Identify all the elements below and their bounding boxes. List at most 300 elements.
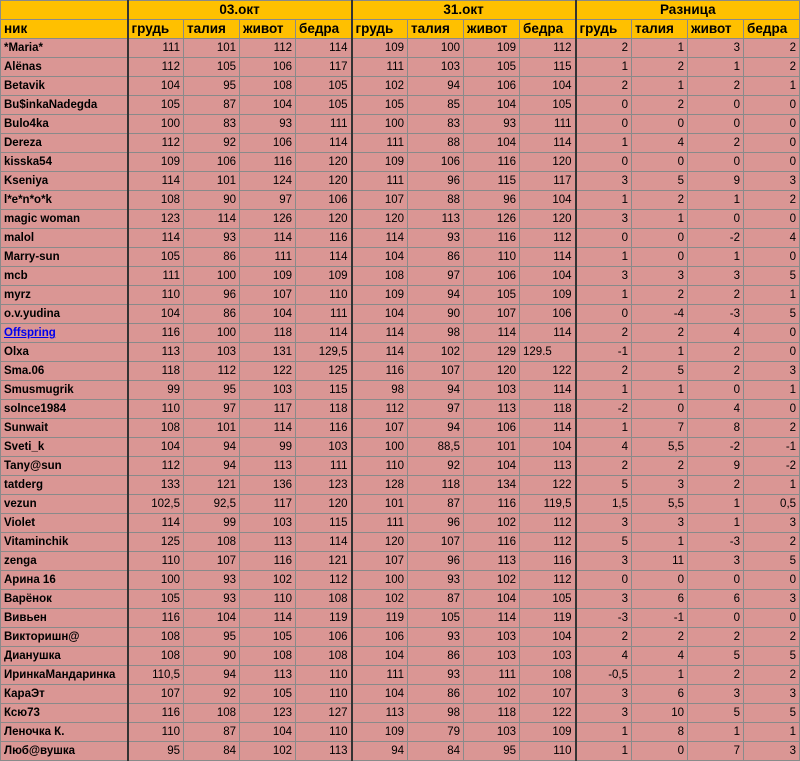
cell-oct31-belly[interactable]: 106 (464, 419, 520, 438)
cell-oct31-chest[interactable]: 114 (352, 229, 408, 248)
cell-oct03-hips[interactable]: 120 (296, 210, 352, 229)
cell-diff-chest[interactable]: 1,5 (576, 495, 632, 514)
cell-oct31-hips[interactable]: 119 (520, 609, 576, 628)
cell-oct03-waist[interactable]: 93 (184, 229, 240, 248)
cell-oct03-hips[interactable]: 115 (296, 514, 352, 533)
cell-oct31-hips[interactable]: 120 (520, 153, 576, 172)
cell-oct31-waist[interactable]: 84 (408, 742, 464, 761)
cell-oct03-chest[interactable]: 116 (128, 324, 184, 343)
cell-oct31-waist[interactable]: 105 (408, 609, 464, 628)
cell-oct31-chest[interactable]: 109 (352, 286, 408, 305)
cell-oct03-waist[interactable]: 95 (184, 77, 240, 96)
cell-diff-belly[interactable]: -3 (688, 533, 744, 552)
cell-oct03-hips[interactable]: 123 (296, 476, 352, 495)
cell-oct03-chest[interactable]: 110,5 (128, 666, 184, 685)
cell-diff-hips[interactable]: 1 (744, 381, 800, 400)
cell-nick[interactable]: Леночка К. (1, 723, 128, 742)
cell-nick[interactable]: solnce1984 (1, 400, 128, 419)
cell-oct31-hips[interactable]: 122 (520, 704, 576, 723)
cell-oct03-hips[interactable]: 110 (296, 723, 352, 742)
cell-diff-waist[interactable]: 3 (632, 267, 688, 286)
cell-oct03-waist[interactable]: 114 (184, 210, 240, 229)
cell-diff-waist[interactable]: 3 (632, 514, 688, 533)
cell-oct03-waist[interactable]: 95 (184, 381, 240, 400)
cell-oct31-hips[interactable]: 115 (520, 58, 576, 77)
cell-oct31-chest[interactable]: 102 (352, 77, 408, 96)
cell-oct03-waist[interactable]: 108 (184, 704, 240, 723)
cell-oct31-hips[interactable]: 105 (520, 96, 576, 115)
column-header-diff-hips[interactable]: бедра (744, 20, 800, 39)
cell-oct03-chest[interactable]: 105 (128, 590, 184, 609)
cell-oct31-chest[interactable]: 114 (352, 324, 408, 343)
cell-nick[interactable]: magic woman (1, 210, 128, 229)
cell-oct03-hips[interactable]: 114 (296, 248, 352, 267)
cell-oct03-hips[interactable]: 113 (296, 742, 352, 761)
cell-nick[interactable]: vezun (1, 495, 128, 514)
cell-oct31-belly[interactable]: 116 (464, 495, 520, 514)
cell-diff-belly[interactable]: 6 (688, 590, 744, 609)
cell-diff-waist[interactable]: 5,5 (632, 495, 688, 514)
cell-oct03-waist[interactable]: 103 (184, 343, 240, 362)
cell-oct03-chest[interactable]: 105 (128, 96, 184, 115)
cell-oct31-chest[interactable]: 109 (352, 153, 408, 172)
cell-diff-waist[interactable]: 1 (632, 77, 688, 96)
cell-diff-waist[interactable]: 5,5 (632, 438, 688, 457)
cell-oct31-chest[interactable]: 100 (352, 115, 408, 134)
cell-oct03-chest[interactable]: 116 (128, 704, 184, 723)
cell-nick[interactable]: myrz (1, 286, 128, 305)
cell-oct03-waist[interactable]: 84 (184, 742, 240, 761)
cell-oct03-hips[interactable]: 120 (296, 172, 352, 191)
cell-oct31-belly[interactable]: 113 (464, 552, 520, 571)
cell-oct31-waist[interactable]: 92 (408, 457, 464, 476)
cell-diff-belly[interactable]: 4 (688, 324, 744, 343)
cell-oct03-waist[interactable]: 86 (184, 248, 240, 267)
cell-oct31-hips[interactable]: 105 (520, 590, 576, 609)
cell-oct03-hips[interactable]: 110 (296, 666, 352, 685)
cell-oct03-chest[interactable]: 110 (128, 723, 184, 742)
cell-oct31-chest[interactable]: 111 (352, 58, 408, 77)
cell-diff-hips[interactable]: 0 (744, 96, 800, 115)
cell-oct03-belly[interactable]: 105 (240, 628, 296, 647)
cell-oct03-chest[interactable]: 100 (128, 115, 184, 134)
cell-diff-waist[interactable]: 1 (632, 666, 688, 685)
cell-oct31-hips[interactable]: 109 (520, 723, 576, 742)
cell-oct03-hips[interactable]: 114 (296, 134, 352, 153)
cell-diff-hips[interactable]: 1 (744, 476, 800, 495)
cell-oct03-waist[interactable]: 97 (184, 400, 240, 419)
cell-oct31-hips[interactable]: 112 (520, 533, 576, 552)
column-header-oct31-belly[interactable]: живот (464, 20, 520, 39)
cell-oct03-belly[interactable]: 104 (240, 305, 296, 324)
cell-oct03-chest[interactable]: 107 (128, 685, 184, 704)
cell-diff-chest[interactable]: 2 (576, 77, 632, 96)
cell-diff-chest[interactable]: 2 (576, 39, 632, 58)
cell-oct31-belly[interactable]: 104 (464, 457, 520, 476)
cell-nick[interactable]: Bu$inkaNadegda (1, 96, 128, 115)
cell-nick[interactable]: l*e*n*o*k (1, 191, 128, 210)
cell-oct31-chest[interactable]: 106 (352, 628, 408, 647)
cell-oct03-hips[interactable]: 114 (296, 324, 352, 343)
cell-diff-hips[interactable]: 0 (744, 115, 800, 134)
cell-diff-belly[interactable]: 0 (688, 381, 744, 400)
cell-oct03-waist[interactable]: 96 (184, 286, 240, 305)
cell-oct03-waist[interactable]: 94 (184, 457, 240, 476)
cell-oct31-hips[interactable]: 106 (520, 305, 576, 324)
cell-nick[interactable]: Violet (1, 514, 128, 533)
cell-diff-hips[interactable]: 3 (744, 172, 800, 191)
cell-oct31-belly[interactable]: 105 (464, 58, 520, 77)
cell-oct03-belly[interactable]: 107 (240, 286, 296, 305)
cell-diff-waist[interactable]: 1 (632, 533, 688, 552)
cell-diff-chest[interactable]: 3 (576, 685, 632, 704)
cell-oct03-hips[interactable]: 117 (296, 58, 352, 77)
cell-oct03-hips[interactable]: 125 (296, 362, 352, 381)
cell-oct31-belly[interactable]: 120 (464, 362, 520, 381)
cell-oct03-belly[interactable]: 113 (240, 666, 296, 685)
cell-diff-waist[interactable]: -1 (632, 609, 688, 628)
cell-oct31-belly[interactable]: 134 (464, 476, 520, 495)
cell-diff-hips[interactable]: 5 (744, 552, 800, 571)
cell-diff-hips[interactable]: 2 (744, 419, 800, 438)
cell-oct03-hips[interactable]: 110 (296, 286, 352, 305)
column-header-oct31-hips[interactable]: бедра (520, 20, 576, 39)
cell-oct03-waist[interactable]: 106 (184, 153, 240, 172)
cell-oct31-hips[interactable]: 104 (520, 628, 576, 647)
cell-oct03-waist[interactable]: 93 (184, 590, 240, 609)
cell-oct03-belly[interactable]: 113 (240, 457, 296, 476)
cell-diff-belly[interactable]: 3 (688, 685, 744, 704)
cell-oct31-chest[interactable]: 111 (352, 172, 408, 191)
cell-diff-waist[interactable]: 1 (632, 343, 688, 362)
cell-oct31-belly[interactable]: 106 (464, 267, 520, 286)
cell-oct03-belly[interactable]: 114 (240, 229, 296, 248)
cell-oct03-belly[interactable]: 106 (240, 58, 296, 77)
cell-oct03-chest[interactable]: 104 (128, 77, 184, 96)
cell-oct03-hips[interactable]: 111 (296, 457, 352, 476)
cell-diff-belly[interactable]: -2 (688, 438, 744, 457)
cell-nick[interactable]: Alёnas (1, 58, 128, 77)
cell-diff-hips[interactable]: -2 (744, 457, 800, 476)
cell-oct03-belly[interactable]: 108 (240, 647, 296, 666)
cell-oct03-waist[interactable]: 87 (184, 96, 240, 115)
cell-oct31-waist[interactable]: 90 (408, 305, 464, 324)
cell-oct31-hips[interactable]: 104 (520, 267, 576, 286)
cell-oct03-chest[interactable]: 108 (128, 647, 184, 666)
cell-diff-chest[interactable]: -2 (576, 400, 632, 419)
cell-oct31-waist[interactable]: 100 (408, 39, 464, 58)
column-header-diff-belly[interactable]: живот (688, 20, 744, 39)
cell-diff-hips[interactable]: 5 (744, 305, 800, 324)
cell-oct03-waist[interactable]: 104 (184, 609, 240, 628)
cell-diff-chest[interactable]: 4 (576, 647, 632, 666)
cell-oct31-chest[interactable]: 98 (352, 381, 408, 400)
cell-oct31-waist[interactable]: 88 (408, 191, 464, 210)
cell-oct31-hips[interactable]: 112 (520, 39, 576, 58)
cell-oct03-chest[interactable]: 123 (128, 210, 184, 229)
cell-oct03-hips[interactable]: 109 (296, 267, 352, 286)
cell-oct03-hips[interactable]: 108 (296, 590, 352, 609)
cell-nick[interactable]: Вивьен (1, 609, 128, 628)
cell-diff-belly[interactable]: 3 (688, 552, 744, 571)
cell-oct31-chest[interactable]: 114 (352, 343, 408, 362)
cell-nick[interactable]: Sveti_k (1, 438, 128, 457)
cell-oct03-hips[interactable]: 108 (296, 647, 352, 666)
cell-diff-hips[interactable]: 4 (744, 229, 800, 248)
cell-oct03-belly[interactable]: 102 (240, 571, 296, 590)
cell-oct03-belly[interactable]: 114 (240, 609, 296, 628)
cell-oct03-chest[interactable]: 111 (128, 267, 184, 286)
cell-oct31-belly[interactable]: 103 (464, 723, 520, 742)
cell-oct31-waist[interactable]: 113 (408, 210, 464, 229)
cell-oct03-chest[interactable]: 110 (128, 400, 184, 419)
cell-oct03-waist[interactable]: 107 (184, 552, 240, 571)
cell-oct03-chest[interactable]: 112 (128, 134, 184, 153)
cell-oct31-chest[interactable]: 100 (352, 571, 408, 590)
cell-oct31-waist[interactable]: 97 (408, 267, 464, 286)
cell-oct03-belly[interactable]: 131 (240, 343, 296, 362)
cell-oct31-waist[interactable]: 96 (408, 172, 464, 191)
cell-diff-chest[interactable]: 3 (576, 552, 632, 571)
cell-oct03-belly[interactable]: 105 (240, 685, 296, 704)
cell-nick[interactable]: Betavik (1, 77, 128, 96)
cell-diff-hips[interactable]: 2 (744, 666, 800, 685)
cell-oct31-chest[interactable]: 111 (352, 666, 408, 685)
cell-oct03-waist[interactable]: 87 (184, 723, 240, 742)
cell-oct31-hips[interactable]: 107 (520, 685, 576, 704)
cell-oct03-chest[interactable]: 133 (128, 476, 184, 495)
cell-oct31-waist[interactable]: 107 (408, 362, 464, 381)
cell-oct03-belly[interactable]: 122 (240, 362, 296, 381)
cell-oct31-waist[interactable]: 86 (408, 248, 464, 267)
cell-oct31-chest[interactable]: 113 (352, 704, 408, 723)
cell-oct03-chest[interactable]: 116 (128, 609, 184, 628)
cell-oct03-chest[interactable]: 102,5 (128, 495, 184, 514)
cell-diff-belly[interactable]: 1 (688, 58, 744, 77)
cell-diff-belly[interactable]: 1 (688, 723, 744, 742)
cell-oct31-belly[interactable]: 111 (464, 666, 520, 685)
cell-diff-belly[interactable]: 8 (688, 419, 744, 438)
cell-diff-belly[interactable]: 1 (688, 191, 744, 210)
cell-oct31-chest[interactable]: 105 (352, 96, 408, 115)
cell-oct03-waist[interactable]: 93 (184, 571, 240, 590)
cell-oct03-waist[interactable]: 100 (184, 267, 240, 286)
cell-oct03-waist[interactable]: 121 (184, 476, 240, 495)
cell-oct31-chest[interactable]: 108 (352, 267, 408, 286)
cell-oct03-chest[interactable]: 112 (128, 58, 184, 77)
cell-oct03-waist[interactable]: 101 (184, 39, 240, 58)
cell-nick[interactable]: Люб@вушка (1, 742, 128, 761)
cell-diff-chest[interactable]: 0 (576, 229, 632, 248)
cell-oct03-chest[interactable]: 114 (128, 514, 184, 533)
cell-oct03-chest[interactable]: 104 (128, 305, 184, 324)
cell-diff-chest[interactable]: 2 (576, 628, 632, 647)
cell-oct03-waist[interactable]: 92,5 (184, 495, 240, 514)
cell-oct03-belly[interactable]: 113 (240, 533, 296, 552)
cell-oct31-hips[interactable]: 129.5 (520, 343, 576, 362)
cell-diff-belly[interactable]: 0 (688, 210, 744, 229)
cell-diff-belly[interactable]: -3 (688, 305, 744, 324)
cell-diff-hips[interactable]: 0 (744, 324, 800, 343)
cell-nick[interactable]: Ксю73 (1, 704, 128, 723)
cell-oct03-hips[interactable]: 106 (296, 191, 352, 210)
cell-diff-hips[interactable]: 2 (744, 191, 800, 210)
cell-oct03-chest[interactable]: 110 (128, 552, 184, 571)
cell-oct03-waist[interactable]: 100 (184, 324, 240, 343)
cell-oct03-waist[interactable]: 105 (184, 58, 240, 77)
cell-oct31-hips[interactable]: 104 (520, 438, 576, 457)
cell-oct31-waist[interactable]: 93 (408, 628, 464, 647)
cell-oct03-waist[interactable]: 95 (184, 628, 240, 647)
cell-oct31-belly[interactable]: 114 (464, 609, 520, 628)
cell-diff-chest[interactable]: 0 (576, 115, 632, 134)
cell-oct31-hips[interactable]: 109 (520, 286, 576, 305)
cell-nick[interactable]: Smusmugrik (1, 381, 128, 400)
cell-oct03-chest[interactable]: 118 (128, 362, 184, 381)
cell-oct03-hips[interactable]: 110 (296, 685, 352, 704)
cell-nick[interactable]: Арина 16 (1, 571, 128, 590)
cell-oct03-hips[interactable]: 129,5 (296, 343, 352, 362)
cell-oct31-belly[interactable]: 116 (464, 153, 520, 172)
cell-oct31-hips[interactable]: 113 (520, 457, 576, 476)
cell-oct31-belly[interactable]: 114 (464, 324, 520, 343)
cell-oct31-belly[interactable]: 109 (464, 39, 520, 58)
cell-oct03-waist[interactable]: 94 (184, 666, 240, 685)
cell-oct03-belly[interactable]: 112 (240, 39, 296, 58)
cell-diff-waist[interactable]: 11 (632, 552, 688, 571)
cell-oct03-belly[interactable]: 102 (240, 742, 296, 761)
column-header-oct31-waist[interactable]: талия (408, 20, 464, 39)
cell-diff-hips[interactable]: 0 (744, 400, 800, 419)
cell-oct03-hips[interactable]: 118 (296, 400, 352, 419)
cell-nick[interactable]: Викторишн@ (1, 628, 128, 647)
cell-diff-belly[interactable]: 2 (688, 666, 744, 685)
cell-nick[interactable]: ИринкаМандаринка (1, 666, 128, 685)
cell-diff-chest[interactable]: 3 (576, 172, 632, 191)
cell-diff-chest[interactable]: 1 (576, 419, 632, 438)
column-header-oct03-hips[interactable]: бедра (296, 20, 352, 39)
cell-diff-waist[interactable]: 0 (632, 153, 688, 172)
column-header-oct03-waist[interactable]: талия (184, 20, 240, 39)
cell-oct31-belly[interactable]: 102 (464, 514, 520, 533)
cell-diff-belly[interactable]: 2 (688, 362, 744, 381)
cell-diff-hips[interactable]: 0,5 (744, 495, 800, 514)
cell-nick[interactable]: Olxa (1, 343, 128, 362)
cell-oct31-hips[interactable]: 104 (520, 191, 576, 210)
cell-nick[interactable]: Tany@sun (1, 457, 128, 476)
cell-oct03-waist[interactable]: 112 (184, 362, 240, 381)
cell-diff-hips[interactable]: 3 (744, 514, 800, 533)
column-header-oct31-chest[interactable]: грудь (352, 20, 408, 39)
cell-oct03-chest[interactable]: 109 (128, 153, 184, 172)
cell-diff-chest[interactable]: 1 (576, 134, 632, 153)
cell-diff-chest[interactable]: 4 (576, 438, 632, 457)
cell-oct31-hips[interactable]: 114 (520, 134, 576, 153)
cell-oct31-chest[interactable]: 104 (352, 305, 408, 324)
cell-oct03-belly[interactable]: 118 (240, 324, 296, 343)
cell-oct31-hips[interactable]: 114 (520, 324, 576, 343)
cell-diff-chest[interactable]: 1 (576, 58, 632, 77)
cell-oct03-chest[interactable]: 112 (128, 457, 184, 476)
cell-oct31-belly[interactable]: 101 (464, 438, 520, 457)
cell-nick[interactable]: mcb (1, 267, 128, 286)
cell-oct03-waist[interactable]: 86 (184, 305, 240, 324)
cell-oct31-chest[interactable]: 94 (352, 742, 408, 761)
cell-oct31-hips[interactable]: 103 (520, 647, 576, 666)
cell-oct03-chest[interactable]: 108 (128, 419, 184, 438)
cell-diff-belly[interactable]: 1 (688, 514, 744, 533)
cell-diff-waist[interactable]: 2 (632, 96, 688, 115)
cell-oct03-waist[interactable]: 90 (184, 191, 240, 210)
cell-oct03-chest[interactable]: 99 (128, 381, 184, 400)
cell-oct31-chest[interactable]: 102 (352, 590, 408, 609)
cell-diff-belly[interactable]: -2 (688, 229, 744, 248)
cell-oct31-waist[interactable]: 93 (408, 666, 464, 685)
cell-diff-hips[interactable]: 2 (744, 58, 800, 77)
cell-diff-hips[interactable]: 2 (744, 39, 800, 58)
cell-oct03-hips[interactable]: 111 (296, 115, 352, 134)
cell-oct31-waist[interactable]: 85 (408, 96, 464, 115)
cell-oct31-hips[interactable]: 119,5 (520, 495, 576, 514)
column-header-diff-chest[interactable]: грудь (576, 20, 632, 39)
cell-oct03-waist[interactable]: 92 (184, 685, 240, 704)
cell-oct31-waist[interactable]: 118 (408, 476, 464, 495)
cell-diff-waist[interactable]: 0 (632, 742, 688, 761)
cell-oct31-belly[interactable]: 104 (464, 134, 520, 153)
cell-oct31-hips[interactable]: 117 (520, 172, 576, 191)
cell-oct03-hips[interactable]: 114 (296, 533, 352, 552)
cell-diff-belly[interactable]: 0 (688, 571, 744, 590)
cell-oct03-belly[interactable]: 136 (240, 476, 296, 495)
cell-oct03-hips[interactable]: 112 (296, 571, 352, 590)
cell-oct03-belly[interactable]: 93 (240, 115, 296, 134)
cell-oct31-hips[interactable]: 122 (520, 362, 576, 381)
cell-oct31-chest[interactable]: 111 (352, 514, 408, 533)
cell-oct03-belly[interactable]: 104 (240, 723, 296, 742)
cell-oct31-chest[interactable]: 100 (352, 438, 408, 457)
cell-nick[interactable]: Marry-sun (1, 248, 128, 267)
cell-diff-belly[interactable]: 1 (688, 248, 744, 267)
cell-oct31-belly[interactable]: 129 (464, 343, 520, 362)
cell-diff-waist[interactable]: 7 (632, 419, 688, 438)
cell-oct03-belly[interactable]: 103 (240, 381, 296, 400)
group-header-oct03[interactable]: 03.окт (128, 1, 352, 20)
column-header-oct03-chest[interactable]: грудь (128, 20, 184, 39)
column-header-oct03-belly[interactable]: живот (240, 20, 296, 39)
cell-oct03-belly[interactable]: 117 (240, 400, 296, 419)
cell-oct31-chest[interactable]: 104 (352, 685, 408, 704)
cell-oct31-chest[interactable]: 110 (352, 457, 408, 476)
cell-diff-hips[interactable]: 0 (744, 210, 800, 229)
cell-diff-belly[interactable]: 7 (688, 742, 744, 761)
cell-oct03-chest[interactable]: 111 (128, 39, 184, 58)
cell-oct03-hips[interactable]: 119 (296, 609, 352, 628)
cell-diff-belly[interactable]: 4 (688, 400, 744, 419)
cell-oct31-waist[interactable]: 98 (408, 324, 464, 343)
cell-diff-hips[interactable]: 3 (744, 742, 800, 761)
cell-oct03-waist[interactable]: 83 (184, 115, 240, 134)
cell-diff-hips[interactable]: 2 (744, 628, 800, 647)
cell-oct03-hips[interactable]: 105 (296, 96, 352, 115)
cell-oct31-belly[interactable]: 102 (464, 685, 520, 704)
cell-oct31-waist[interactable]: 93 (408, 571, 464, 590)
cell-oct31-hips[interactable]: 104 (520, 77, 576, 96)
cell-oct03-waist[interactable]: 90 (184, 647, 240, 666)
cell-diff-chest[interactable]: 2 (576, 324, 632, 343)
cell-diff-chest[interactable]: 1 (576, 191, 632, 210)
cell-oct31-belly[interactable]: 116 (464, 533, 520, 552)
cell-diff-waist[interactable]: 4 (632, 647, 688, 666)
